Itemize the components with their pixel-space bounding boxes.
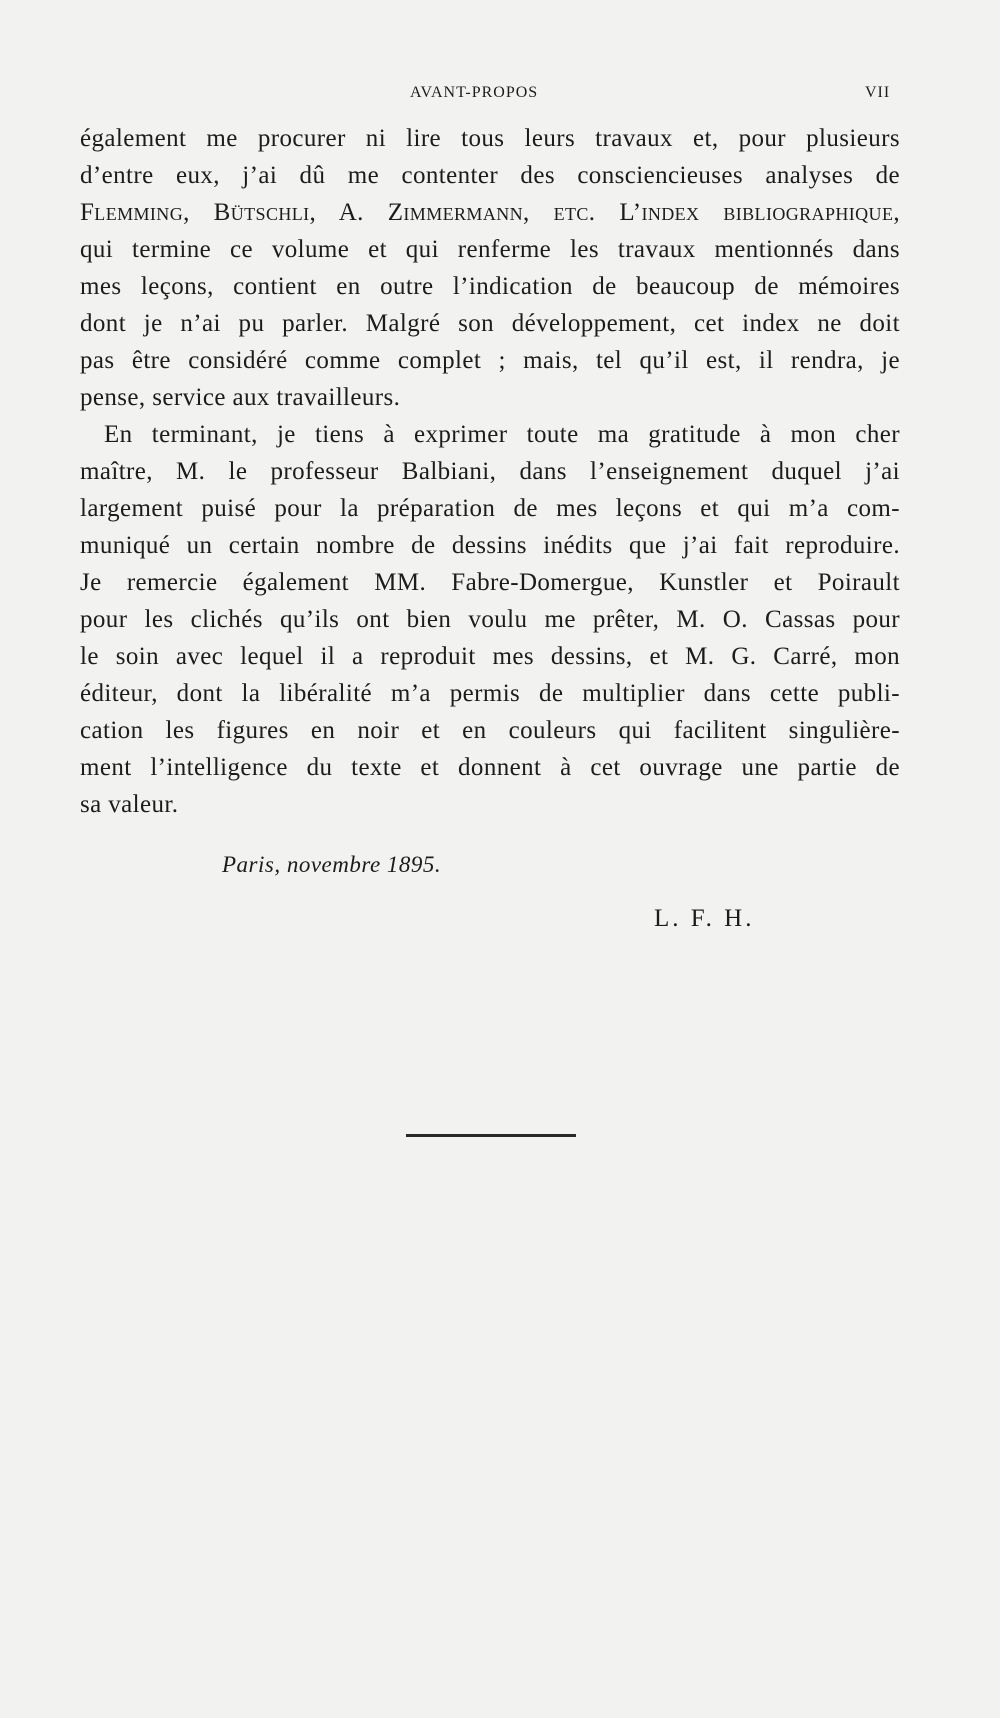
text-line: pas être considéré comme complet ; mais, tel qu’il est, il rendra, je: [80, 347, 900, 374]
text-line: muniqué un certain nombre de dessins inédits que j’ai fait reproduire.: [80, 532, 900, 559]
author-initials: L. F. H.: [654, 905, 755, 932]
chapter-title: AVANT-PROPOS: [410, 84, 539, 101]
closing-date: Paris, novembre 1895.: [222, 852, 442, 877]
text-line: maître, M. le professeur Balbiani, dans l’enseignement duquel j’ai: [80, 458, 900, 485]
text-line: cation les figures en noir et en couleurs qui facilitent singulière-: [80, 717, 900, 744]
text-line: En terminant, je tiens à exprimer toute ma gratitude à mon cher: [104, 421, 900, 448]
text-line: Je remercie également MM. Fabre-Domergue, Kunstler et Poirault: [80, 569, 900, 596]
paragraph-2: [80, 416, 900, 823]
text-line: Flemming, Bütschli, A. Zimmermann, etc. L’index bibliographique,: [80, 199, 900, 226]
body-text: [80, 120, 900, 823]
text-line: éditeur, dont la libéralité m’a permis de multiplier dans cette publi-: [80, 680, 900, 707]
text-line: largement puisé pour la préparation de mes leçons et qui m’a com-: [80, 495, 900, 522]
paragraph-1: [80, 120, 900, 416]
text-line: mes leçons, contient en outre l’indication de beaucoup de mémoires: [80, 273, 900, 300]
text-line: également me procurer ni lire tous leurs travaux et, pour plusieurs: [80, 125, 900, 152]
text-line: d’entre eux, j’ai dû me contenter des consciencieuses analyses de: [80, 162, 900, 189]
text-line: dont je n’ai pu parler. Malgré son développement, cet index ne doit: [80, 310, 900, 337]
text-line: pour les clichés qu’ils ont bien voulu me prêter, M. O. Cassas pour: [80, 606, 900, 633]
text-line: pense, service aux travailleurs.: [80, 384, 401, 411]
running-header: [0, 84, 1000, 110]
page-number: VII: [865, 84, 891, 101]
text-line: qui termine ce volume et qui renferme les travaux mentionnés dans: [80, 236, 900, 263]
text-line: sa valeur.: [80, 791, 179, 818]
text-line: le soin avec lequel il a reproduit mes dessins, et M. G. Carré, mon: [80, 643, 900, 670]
section-end-rule: [406, 1134, 576, 1137]
text-line: ment l’intelligence du texte et donnent à cet ouvrage une partie de: [80, 754, 900, 781]
